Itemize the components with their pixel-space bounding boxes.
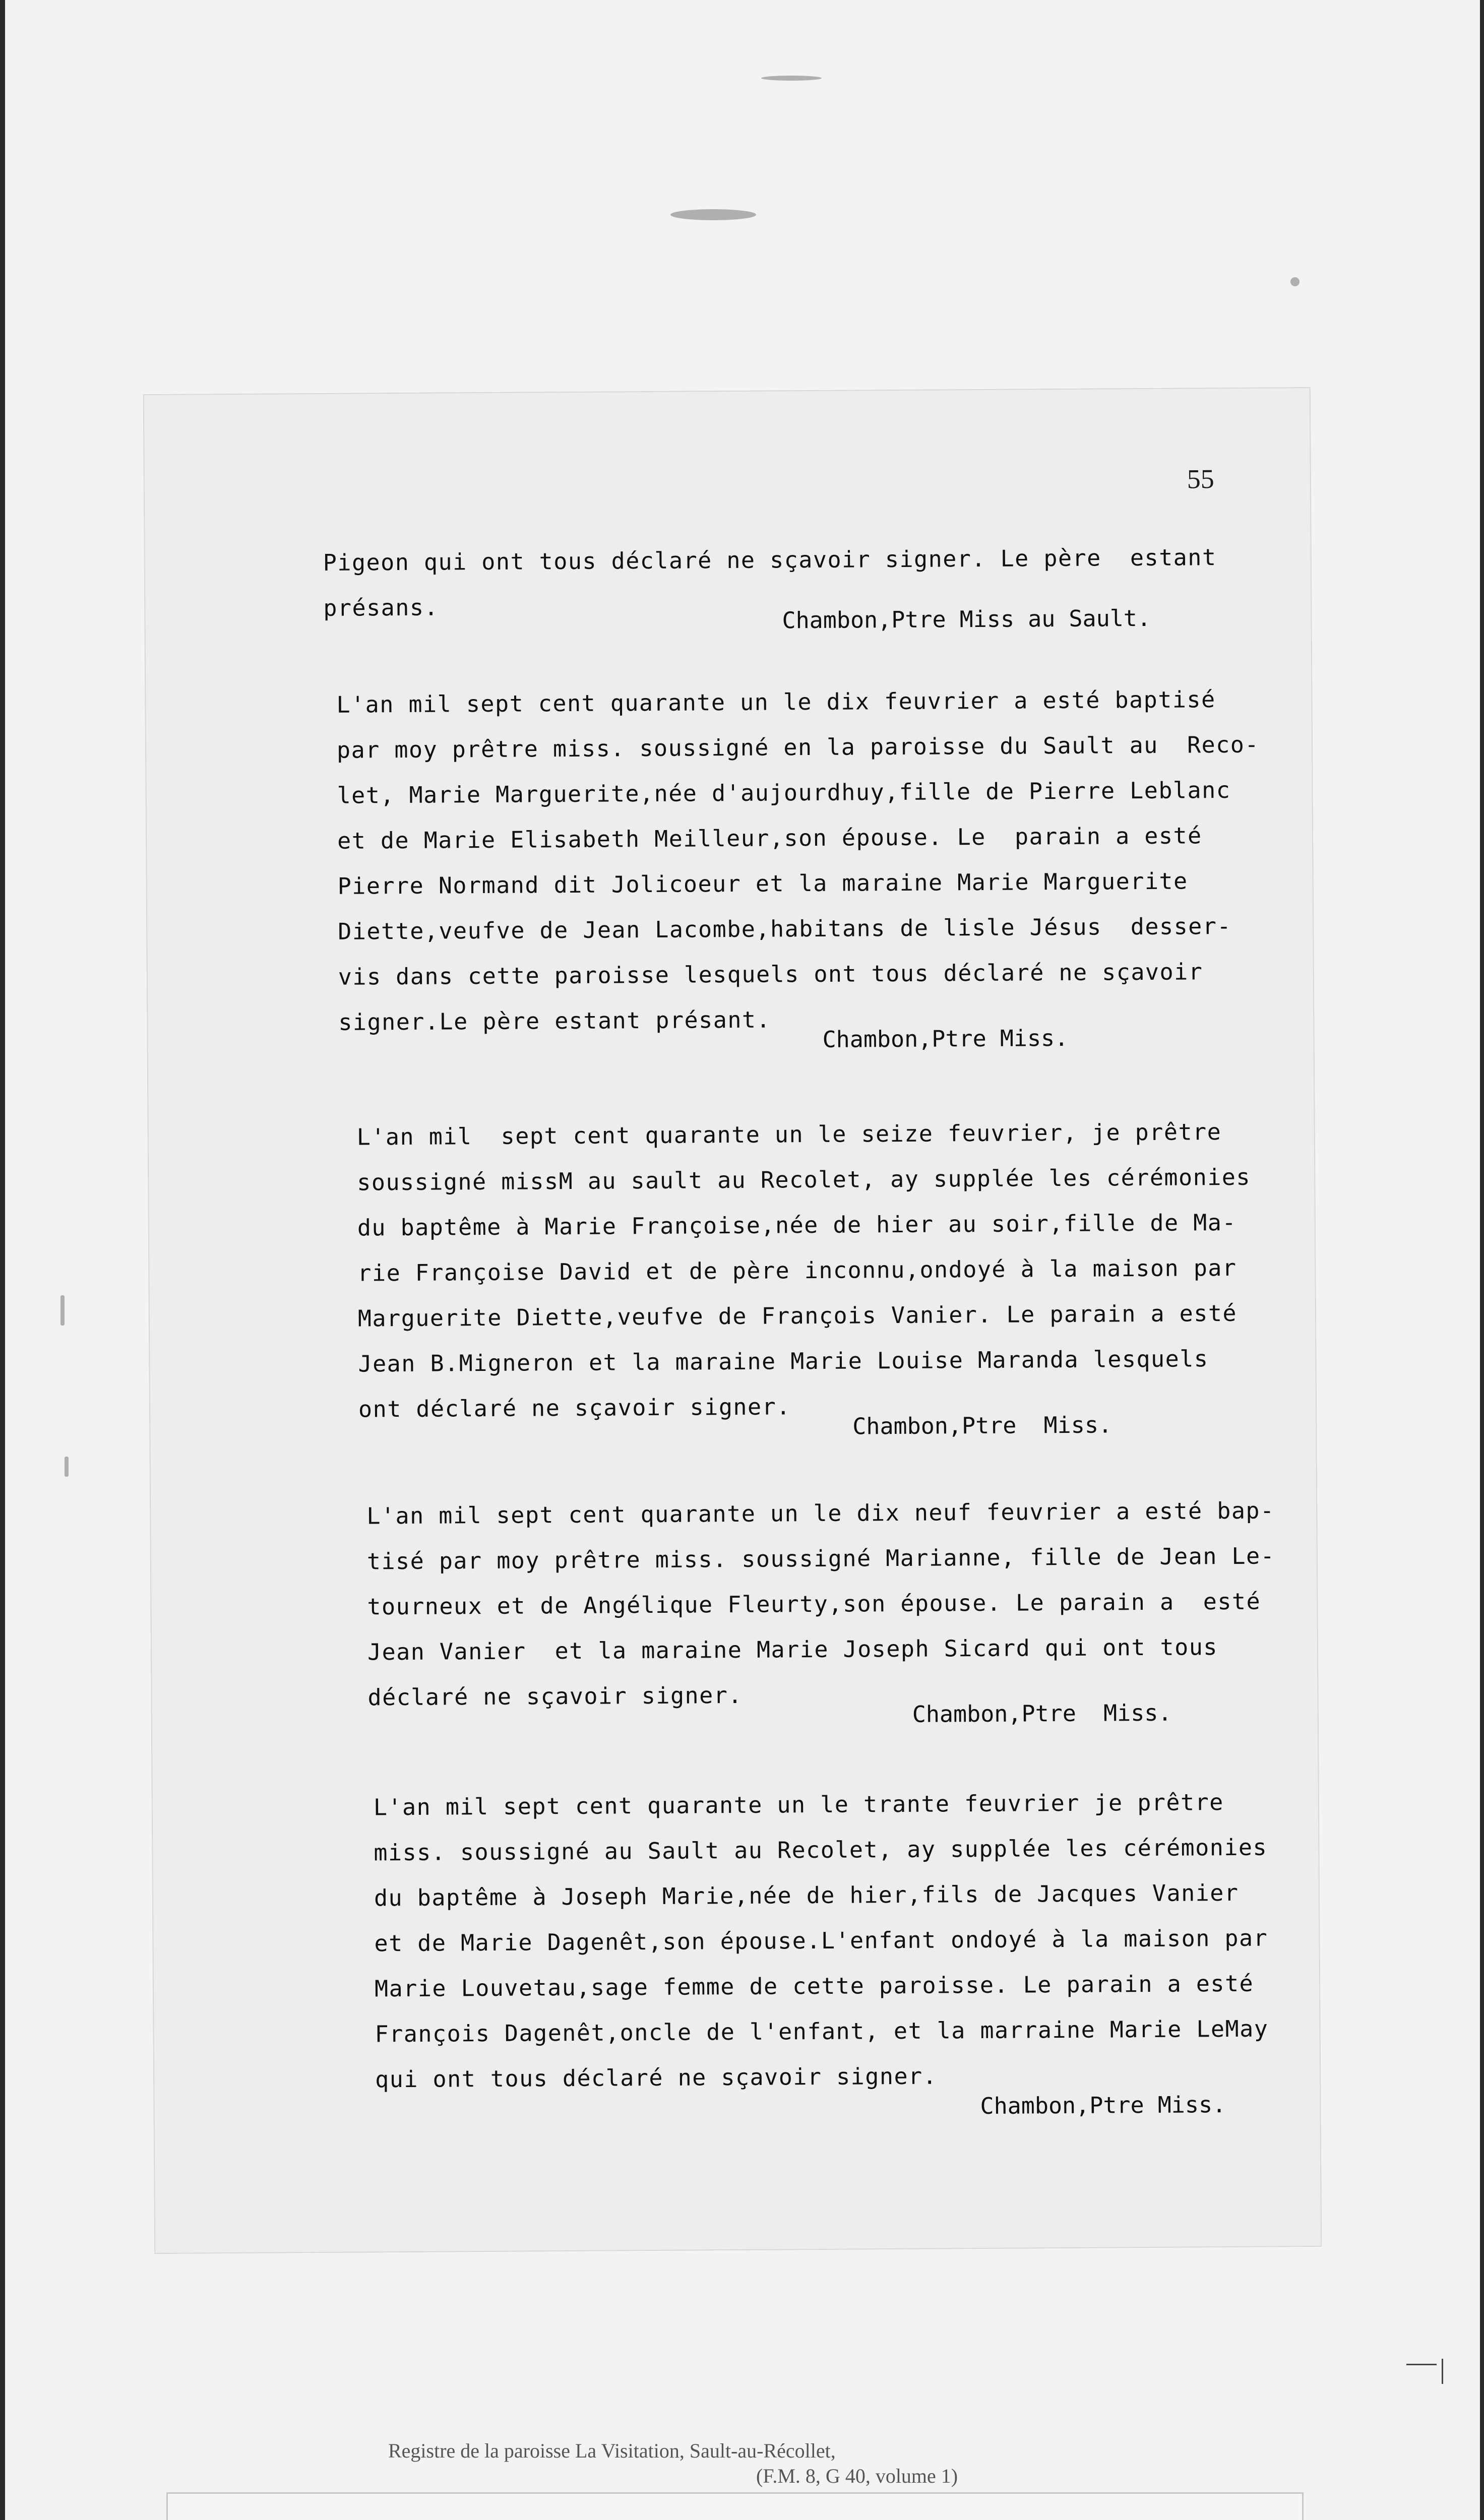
caption-line	[388, 2464, 958, 2489]
text-line: rie Françoise David et de père inconnu,ondoyé à la maison par	[357, 1254, 1237, 1287]
text-line: Marie Louvetau,sage femme de cette paroisse. Le parain a esté	[374, 1970, 1254, 2002]
typed-page	[143, 387, 1322, 2254]
text-line: L'an mil sept cent quarante un le dix feuvrier a esté baptisé	[336, 686, 1216, 718]
film-speck	[1290, 277, 1300, 286]
film-speck	[761, 76, 822, 81]
caption-line: Registre de la paroisse La Visitation, Sault-au-Récollet,	[388, 2439, 836, 2462]
register-caption	[388, 2438, 958, 2489]
caption-reference: (F.M. 8, G 40, volume 1)	[756, 2465, 958, 2487]
signature: Chambon,Ptre Miss.	[822, 1024, 1069, 1053]
text-line: et de Marie Elisabeth Meilleur,son épouse. Le parain a esté	[337, 822, 1202, 854]
text-line: soussigné missM au sault au Recolet, ay supplée les cérémonies	[357, 1163, 1251, 1196]
signature: Chambon,Ptre Miss.	[980, 2091, 1226, 2120]
film-speck	[670, 209, 756, 220]
page-number: 55	[1187, 464, 1215, 494]
text-line: Pigeon qui ont tous déclaré ne sçavoir signer. Le père estant	[323, 544, 1217, 576]
text-line: miss. soussigné au Sault au Recolet, ay supplée les cérémonies	[374, 1834, 1268, 1866]
text-line: Marguerite Diette,veufve de François Vanier. Le parain a esté	[357, 1299, 1238, 1332]
text-line: ont déclaré ne sçavoir signer.	[358, 1393, 791, 1423]
text-line: présans.	[323, 594, 439, 621]
text-line: L'an mil sept cent quarante un le seize feuvrier, je prêtre	[356, 1118, 1222, 1151]
film-border-left	[0, 0, 5, 2520]
film-border-right	[1480, 0, 1484, 2520]
signature: Chambon,Ptre Miss.	[912, 1699, 1172, 1728]
registration-mark	[1406, 2364, 1437, 2365]
text-line: qui ont tous déclaré ne sçavoir signer.	[375, 2062, 938, 2093]
signature: Chambon,Ptre Miss.	[852, 1411, 1112, 1440]
text-line: signer.Le père estant présant.	[338, 1006, 771, 1036]
film-speck	[60, 1295, 65, 1326]
text-line: L'an mil sept cent quarante un le dix neuf feuvrier a esté bap-	[366, 1497, 1275, 1530]
text-line: Pierre Normand dit Jolicoeur et la maraine Marie Marguerite	[337, 867, 1188, 900]
text-line: et de Marie Dagenêt,son épouse.L'enfant ondoyé à la maison par	[374, 1924, 1268, 1957]
registration-mark	[1442, 2359, 1443, 2384]
text-line: vis dans cette paroisse lesquels ont tous déclaré ne sçavoir	[338, 958, 1203, 990]
text-line: L'an mil sept cent quarante un le trante feuvrier je prêtre	[373, 1789, 1224, 1821]
text-line: par moy prêtre miss. soussigné en la paroisse du Sault au Reco-	[336, 731, 1260, 764]
text-line: Jean Vanier et la maraine Marie Joseph Sicard qui ont tous	[367, 1633, 1218, 1666]
text-line: du baptême à Joseph Marie,née de hier,fils de Jacques Vanier	[374, 1879, 1239, 1912]
text-line: Diette,veufve de Jean Lacombe,habitans de lisle Jésus desser-	[338, 912, 1232, 945]
text-line: Jean B.Migneron et la maraine Marie Louise Maranda lesquels	[358, 1345, 1209, 1377]
text-line: déclaré ne sçavoir signer.	[367, 1681, 743, 1711]
text-line: du baptême à Marie Françoise,née de hier au soir,fille de Ma-	[357, 1209, 1237, 1241]
text-line: François Dagenêt,oncle de l'enfant, et la marraine Marie LeMay	[375, 2015, 1269, 2048]
text-line: tourneux et de Angélique Fleurty,son épouse. Le parain a esté	[367, 1588, 1261, 1620]
text-line: tisé par moy prêtre miss. soussigné Marianne, fille de Jean Le-	[366, 1542, 1275, 1575]
archives-label	[166, 2492, 1304, 2520]
film-speck	[65, 1457, 69, 1477]
text-line: let, Marie Marguerite,née d'aujourdhuy,fille de Pierre Leblanc	[337, 776, 1231, 809]
signature: Chambon,Ptre Miss au Sault.	[782, 604, 1151, 634]
